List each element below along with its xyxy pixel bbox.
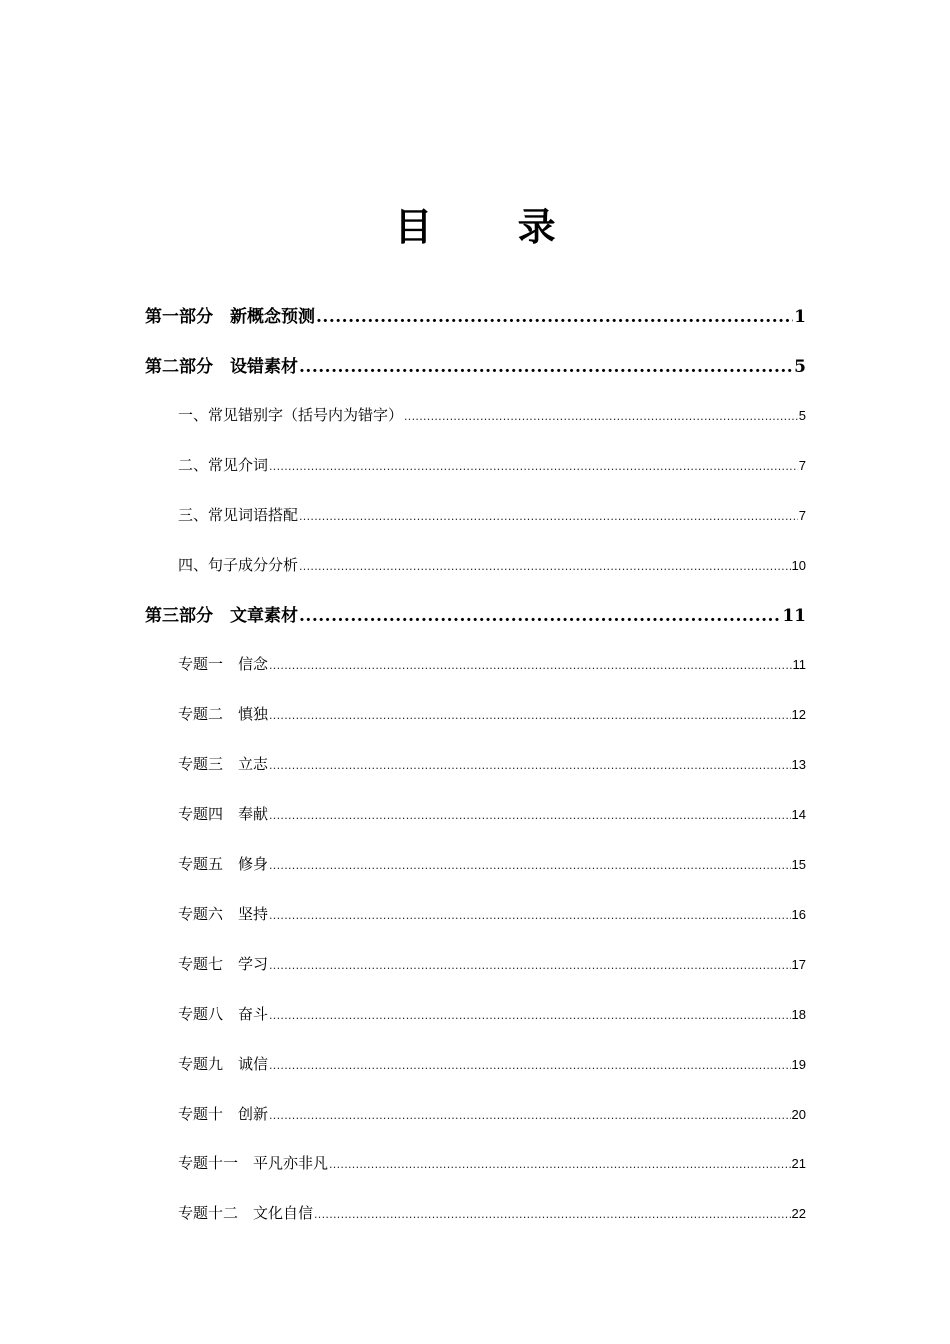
- toc-label: 专题四 奉献: [178, 805, 269, 823]
- toc-item[interactable]: [178, 903, 806, 924]
- toc-label: 专题一 信念: [178, 655, 269, 673]
- toc-label: 专题九 诚信: [178, 1055, 269, 1073]
- toc-item[interactable]: [178, 1053, 806, 1074]
- toc-label: 专题十 创新: [178, 1105, 269, 1123]
- toc-leader: [299, 357, 793, 377]
- toc-item[interactable]: [178, 1202, 806, 1223]
- toc-page-number: 5: [794, 357, 806, 377]
- toc-item[interactable]: [178, 853, 806, 874]
- toc-page-number: 7: [798, 508, 806, 523]
- toc-leader: [269, 759, 791, 772]
- toc-section-2[interactable]: [145, 352, 806, 377]
- page-title: 目 录: [394, 204, 592, 249]
- toc-item[interactable]: [178, 753, 806, 774]
- toc-item[interactable]: [178, 703, 806, 724]
- toc-item[interactable]: [178, 554, 806, 575]
- toc-page-number: 14: [791, 807, 806, 822]
- toc-page-number: 10: [791, 558, 806, 573]
- toc-page-number: 13: [791, 757, 806, 772]
- toc-page-number: 12: [791, 707, 806, 722]
- toc-page-number: 22: [791, 1206, 806, 1221]
- toc-leader: [329, 1158, 791, 1171]
- toc-item[interactable]: [178, 1103, 806, 1124]
- toc-page-number: 19: [791, 1057, 806, 1072]
- toc-leader: [269, 709, 791, 722]
- toc-page-number: 20: [791, 1107, 806, 1122]
- toc-label: 专题十二 文化自信: [178, 1204, 314, 1222]
- toc-leader: [269, 959, 791, 972]
- toc-label: 专题三 立志: [178, 755, 269, 773]
- toc-item[interactable]: [178, 803, 806, 824]
- toc-item[interactable]: [178, 653, 806, 674]
- toc-leader: [269, 1009, 791, 1022]
- toc-leader: [299, 560, 791, 573]
- toc-section-1[interactable]: [145, 302, 806, 327]
- toc-label: 三、常见词语搭配: [178, 506, 299, 524]
- toc-item[interactable]: [178, 953, 806, 974]
- toc-label: 一、常见错别字（括号内为错字）: [178, 406, 404, 424]
- toc-item[interactable]: [178, 404, 806, 425]
- toc-item[interactable]: [178, 454, 806, 475]
- toc-leader: [269, 1109, 791, 1122]
- toc-page-number: 1: [794, 307, 806, 327]
- toc-leader: [314, 1208, 791, 1221]
- toc-leader: [299, 606, 781, 626]
- toc-leader: [269, 909, 791, 922]
- toc-page-number: 11: [792, 657, 806, 672]
- toc-label: 专题五 修身: [178, 855, 269, 873]
- toc-page-number: 15: [791, 857, 806, 872]
- toc-page-number: 7: [798, 458, 806, 473]
- toc-leader: [269, 809, 791, 822]
- toc-leader: [269, 460, 798, 473]
- toc-page-number: 11: [782, 606, 806, 626]
- toc-page-number: 5: [798, 408, 806, 423]
- toc-leader: [269, 1059, 791, 1072]
- toc-leader: [404, 410, 798, 423]
- toc-label: 第三部分 文章素材: [145, 606, 298, 626]
- toc-leader: [269, 859, 791, 872]
- toc-label: 专题十一 平凡亦非凡: [178, 1154, 329, 1172]
- toc-item[interactable]: [178, 1003, 806, 1024]
- toc-item[interactable]: [178, 504, 806, 525]
- toc-page-number: 21: [791, 1156, 806, 1171]
- toc-label: 专题二 慎独: [178, 705, 269, 723]
- toc-item[interactable]: [178, 1152, 806, 1173]
- toc-label: 专题八 奋斗: [178, 1005, 269, 1023]
- toc-label: 二、常见介词: [178, 456, 269, 474]
- toc-label: 专题六 坚持: [178, 905, 269, 923]
- toc-label: 第二部分 设错素材: [145, 357, 298, 377]
- toc-page-number: 18: [791, 1007, 806, 1022]
- toc-leader: [299, 510, 798, 523]
- toc-leader: [269, 659, 791, 672]
- toc-page-number: 17: [791, 957, 806, 972]
- toc-page-number: 16: [791, 907, 806, 922]
- toc-label: 四、句子成分分析: [178, 556, 299, 574]
- toc-section-3[interactable]: [145, 601, 806, 626]
- toc-label: 第一部分 新概念预测: [145, 307, 315, 327]
- toc-leader: [316, 307, 793, 327]
- toc-label: 专题七 学习: [178, 955, 269, 973]
